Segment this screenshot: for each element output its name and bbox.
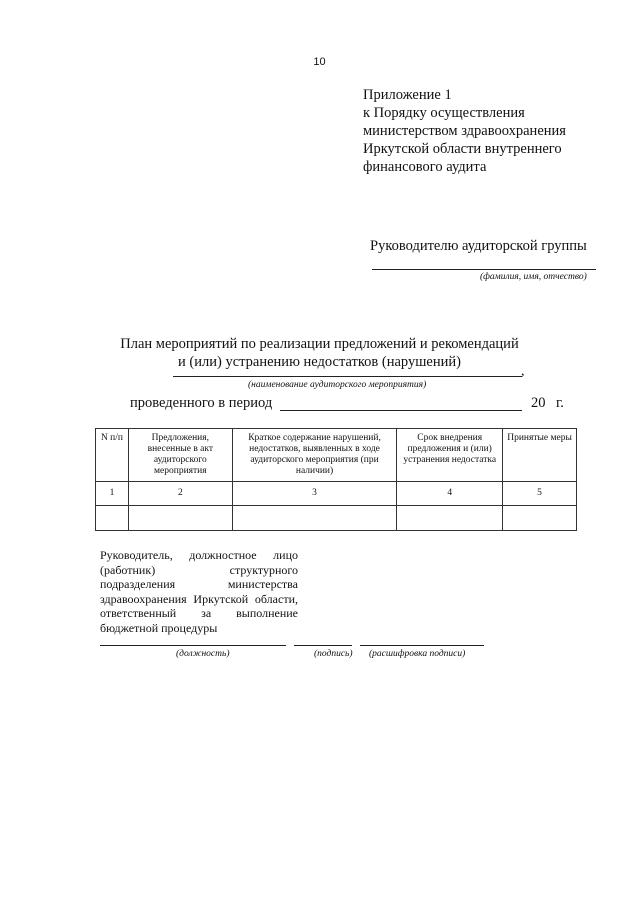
addressee-name-line bbox=[372, 269, 596, 270]
signer-description: Руководитель, должностное лицо (работник) структурного подразделения министерства здравоохранения Иркутской области, ответственный за выполнение бюджетной процедуры bbox=[100, 548, 298, 635]
event-name-line bbox=[173, 376, 522, 377]
event-name-caption: (наименование аудиторского мероприятия) bbox=[248, 380, 427, 390]
period-label: проведенного в период bbox=[130, 395, 273, 411]
signature-line bbox=[294, 645, 352, 646]
header-cell-deadline: Срок внедрения предложения и (или) устранения недостатка bbox=[397, 429, 503, 482]
header-cell-violations: Краткое содержание нарушений, недостатков, выявленных в ходе аудиторского мероприятия (при наличии) bbox=[232, 429, 397, 482]
position-line bbox=[100, 645, 286, 646]
signature-caption: (подпись) bbox=[314, 649, 353, 659]
event-name-comma: , bbox=[521, 364, 525, 379]
number-cell: 4 bbox=[397, 482, 503, 506]
period-line bbox=[280, 410, 522, 411]
header-cell-proposals: Предложения, внесенные в акт аудиторского мероприятия bbox=[128, 429, 232, 482]
empty-cell bbox=[232, 506, 397, 531]
empty-cell bbox=[503, 506, 577, 531]
appendix-header bbox=[363, 86, 566, 176]
table-header-row bbox=[96, 429, 577, 482]
empty-cell bbox=[96, 506, 129, 531]
header-cell-measures: Принятые меры bbox=[503, 429, 577, 482]
addressee-name-caption: (фамилия, имя, отчество) bbox=[480, 272, 587, 282]
addressee-title: Руководителю аудиторской группы bbox=[370, 238, 587, 254]
plan-title bbox=[0, 335, 639, 371]
number-cell: 1 bbox=[96, 482, 129, 506]
empty-cell bbox=[128, 506, 232, 531]
table-row bbox=[96, 506, 577, 531]
page-number: 10 bbox=[313, 56, 326, 68]
appendix-line: к Порядку осуществления bbox=[363, 105, 525, 121]
plan-title-line: и (или) устранению недостатков (нарушений) bbox=[178, 354, 461, 370]
position-caption: (должность) bbox=[176, 649, 230, 659]
appendix-line: министерством здравоохранения bbox=[363, 123, 566, 139]
year-prefix: 20 bbox=[531, 395, 546, 411]
number-cell: 2 bbox=[128, 482, 232, 506]
header-cell-number: N п/п bbox=[96, 429, 129, 482]
plan-title-line: План мероприятий по реализации предложений и рекомендаций bbox=[120, 336, 519, 352]
table-number-row bbox=[96, 482, 577, 506]
year-suffix: г. bbox=[556, 395, 564, 411]
decoding-caption: (расшифровка подписи) bbox=[369, 649, 466, 659]
appendix-line: Приложение 1 bbox=[363, 87, 452, 103]
appendix-line: финансового аудита bbox=[363, 159, 487, 175]
appendix-line: Иркутской области внутреннего bbox=[363, 141, 562, 157]
plan-table bbox=[95, 428, 577, 531]
decoding-line bbox=[360, 645, 484, 646]
empty-cell bbox=[397, 506, 503, 531]
number-cell: 5 bbox=[503, 482, 577, 506]
number-cell: 3 bbox=[232, 482, 397, 506]
